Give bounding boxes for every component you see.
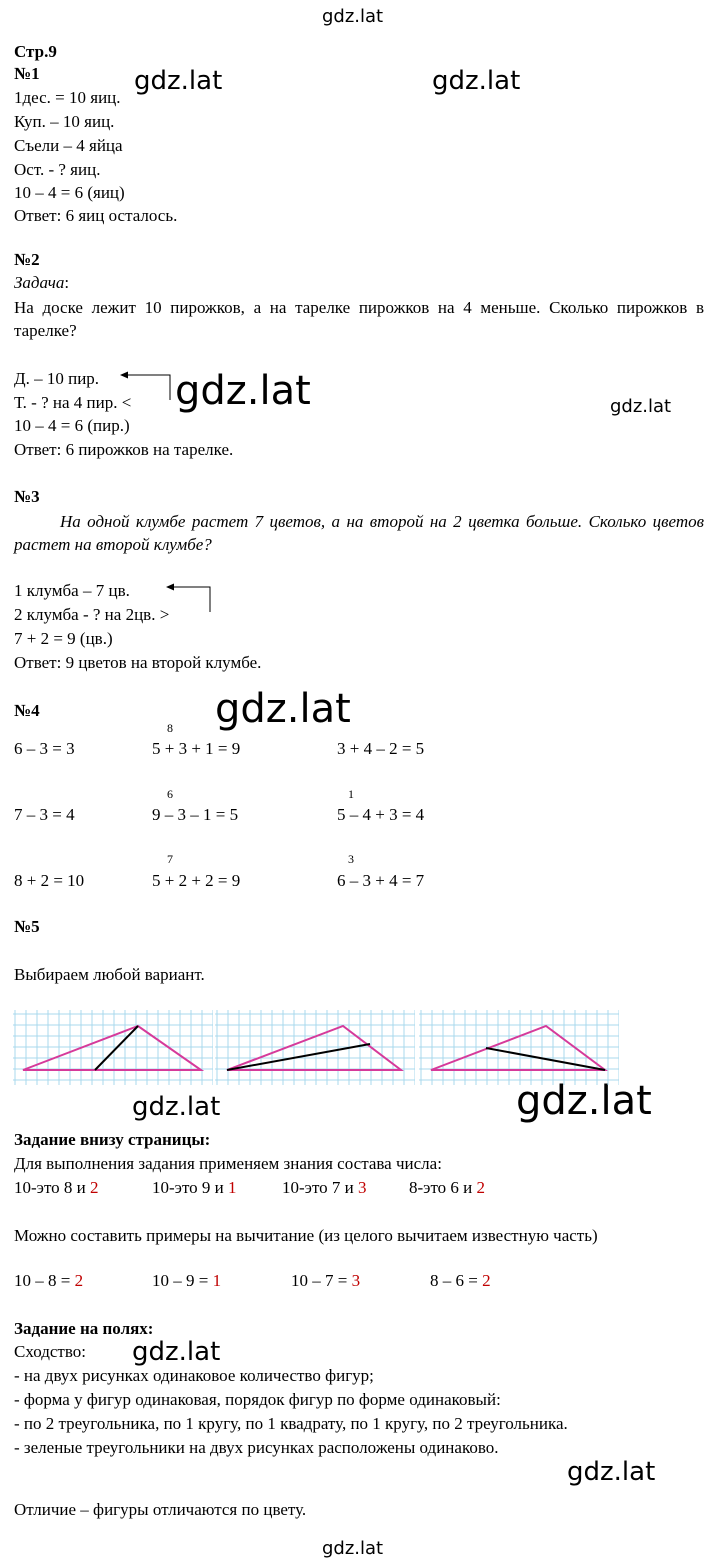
- subtraction: 10 – 7 = 3: [291, 1271, 361, 1290]
- task2-compare-arrow: [118, 368, 178, 408]
- watermark-bottom: gdz.lat: [322, 1538, 384, 1559]
- subtraction-intro: Можно составить примеры на вычитание (из целого вычитаем известную часть): [14, 1226, 598, 1245]
- task5-text: Выбираем любой вариант.: [14, 965, 205, 984]
- watermark: gdz.lat: [567, 1457, 656, 1487]
- task1-line: Ост. - ? яиц.: [14, 160, 101, 179]
- task3-heading: №3: [14, 487, 40, 506]
- order-hint: 8: [167, 721, 173, 735]
- order-hint: 3: [348, 852, 354, 866]
- expression: 8 + 2 = 10: [14, 871, 85, 890]
- task1-line: 10 – 4 = 6 (яиц): [14, 183, 125, 202]
- task1-heading: №1: [14, 64, 40, 83]
- task2-label: Задача:: [14, 273, 70, 292]
- bottom-task-intro: Для выполнения задания применяем знания состава числа:: [14, 1154, 442, 1173]
- expression: 3 + 4 – 2 = 5: [337, 739, 425, 758]
- task3-line: 2 клумба - ? на 2цв. >: [14, 605, 170, 624]
- expression: 9 – 3 – 1 = 5: [152, 805, 239, 824]
- similarity-item: - на двух рисунках одинаковое количество фигур;: [14, 1366, 374, 1385]
- expression: 5 – 4 + 3 = 4: [337, 805, 425, 824]
- task3-line: 7 + 2 = 9 (цв.): [14, 629, 113, 648]
- similarity-item: - по 2 треугольника, по 1 кругу, по 1 квадрату, по 1 кругу, по 2 треугольника.: [14, 1414, 568, 1433]
- composition: 10-это 8 и 2: [14, 1178, 99, 1197]
- task1-line: Съели – 4 яйца: [14, 136, 123, 155]
- task3-line: 1 клумба – 7 цв.: [14, 581, 130, 600]
- task2-heading: №2: [14, 250, 40, 269]
- watermark: gdz.lat: [132, 1337, 221, 1367]
- expression: 5 + 2 + 2 = 9: [152, 871, 241, 890]
- subtraction: 10 – 8 = 2: [14, 1271, 84, 1290]
- margin-task-heading: Задание на полях:: [14, 1319, 154, 1338]
- task5-heading: №5: [14, 917, 40, 936]
- composition: 10-это 9 и 1: [152, 1178, 237, 1197]
- watermark-top: gdz.lat: [322, 6, 384, 27]
- task2-problem: На доске лежит 10 пирожков, а на тарелке пирожков на 4 меньше. Сколько пирожков в тарелке?: [14, 298, 704, 340]
- subtraction: 10 – 9 = 1: [152, 1271, 222, 1290]
- watermark: gdz.lat: [175, 368, 311, 414]
- similarity-item: - зеленые треугольники на двух рисунках расположены одинаково.: [14, 1438, 499, 1457]
- task2-line: Т. - ? на 4 пир. <: [14, 393, 132, 412]
- expression: 6 – 3 = 3: [14, 739, 75, 758]
- similarity-label: Сходство:: [14, 1342, 86, 1361]
- watermark: gdz.lat: [432, 66, 521, 96]
- order-hint: 6: [167, 787, 173, 801]
- similarity-item: - форма у фигур одинаковая, порядок фигур по форме одинаковый:: [14, 1390, 501, 1409]
- expression: 7 – 3 = 4: [14, 805, 75, 824]
- task2-line: Д. – 10 пир.: [14, 369, 100, 388]
- expression: 6 – 3 + 4 = 7: [337, 871, 425, 890]
- bottom-task-heading: Задание внизу страницы:: [14, 1130, 211, 1149]
- composition: 8-это 6 и 2: [409, 1178, 486, 1197]
- difference-text: Отличие – фигуры отличаются по цвету.: [14, 1500, 307, 1519]
- task2-answer: Ответ: 6 пирожков на тарелке.: [14, 440, 234, 459]
- watermark: gdz.lat: [610, 396, 672, 417]
- triangle-cut-variant-3: [419, 1010, 619, 1085]
- page-title: Стр.9: [14, 42, 57, 61]
- task1-line: 1дес. = 10 яиц.: [14, 88, 121, 107]
- watermark: gdz.lat: [132, 1092, 221, 1122]
- composition: 10-это 7 и 3: [282, 1178, 367, 1197]
- watermark: gdz.lat: [134, 66, 223, 96]
- subtraction: 8 – 6 = 2: [430, 1271, 491, 1290]
- watermark: gdz.lat: [215, 686, 351, 732]
- task1-line: Куп. – 10 яиц.: [14, 112, 115, 131]
- task3-compare-arrow: [160, 578, 220, 618]
- order-hint: 1: [348, 787, 354, 801]
- task3-problem: На одной клумбе растет 7 цветов, а на второй на 2 цветка больше. Сколько цветов растет на второй клумбе?: [14, 512, 704, 554]
- triangle-cut-variant-2: [215, 1010, 415, 1085]
- order-hint: 7: [167, 852, 173, 866]
- task4-heading: №4: [14, 701, 40, 720]
- triangle-cut-variant-1: [13, 1010, 213, 1085]
- task3-answer: Ответ: 9 цветов на второй клумбе.: [14, 653, 262, 672]
- watermark: gdz.lat: [516, 1078, 652, 1124]
- task2-line: 10 – 4 = 6 (пир.): [14, 416, 130, 435]
- task1-answer: Ответ: 6 яиц осталось.: [14, 206, 178, 225]
- expression: 5 + 3 + 1 = 9: [152, 739, 241, 758]
